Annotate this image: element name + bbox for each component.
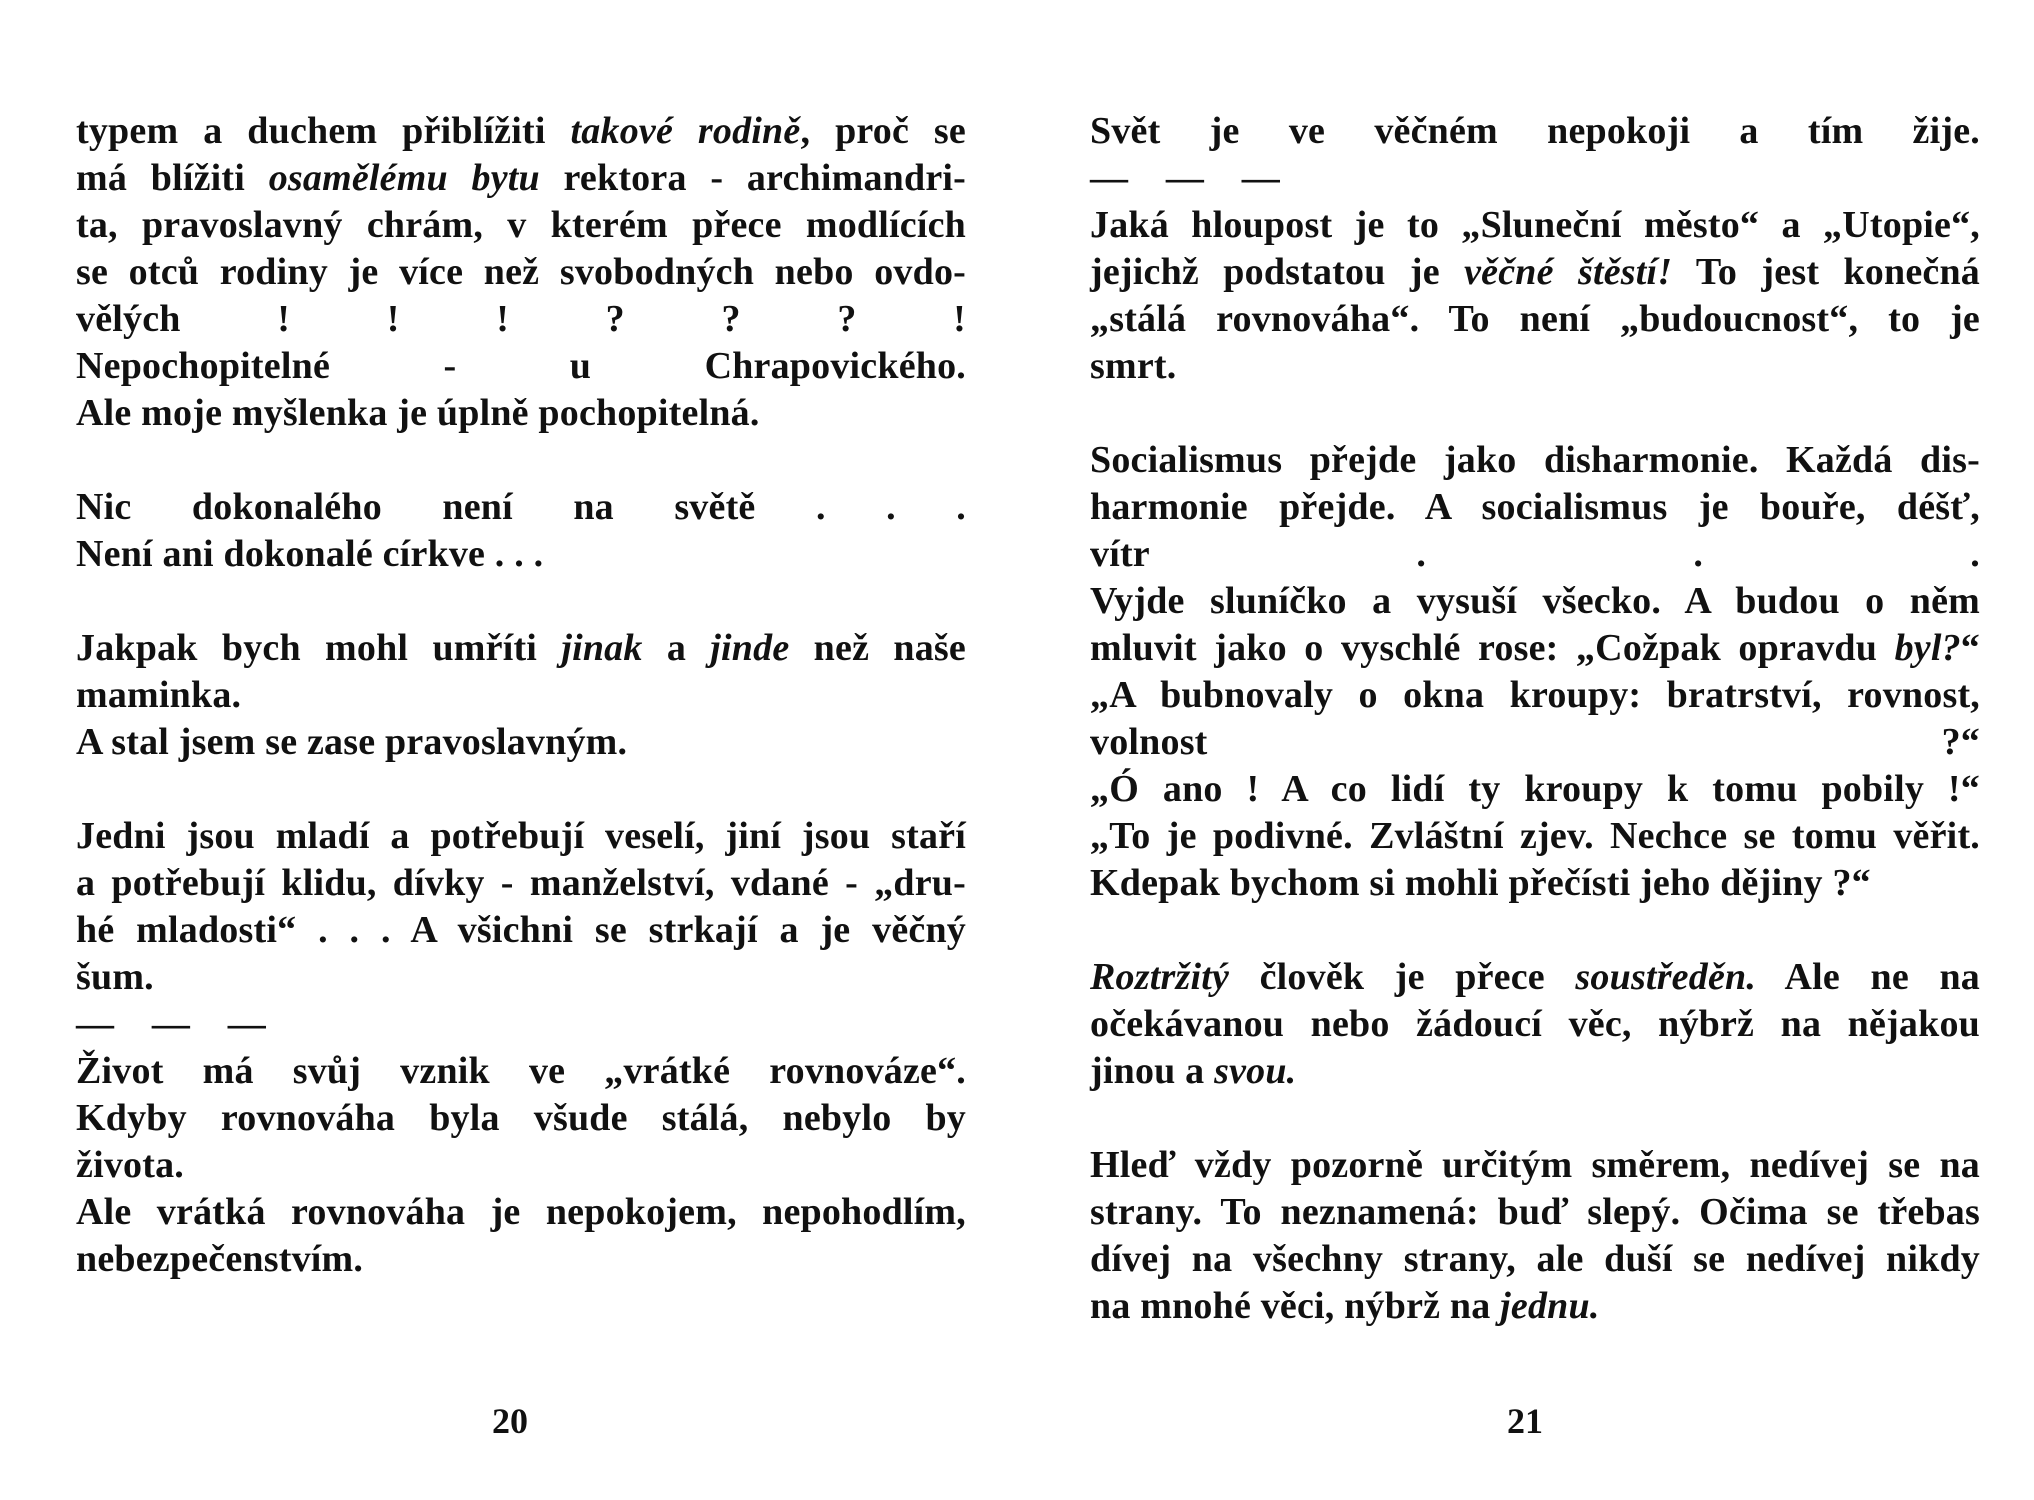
text-segment: mluvit jako o vyschlé rose: „Cožpak opravdu xyxy=(1090,627,1895,669)
text-segment: rektora - archimandri- xyxy=(539,157,966,199)
text-line xyxy=(1090,531,1980,578)
text-segment: Ale vrátká rovnováha je nepokojem, nepohodlím, xyxy=(76,1191,966,1233)
text-segment: Vyjde sluníčko a vysuší všecko. A budou o něm xyxy=(1090,580,1980,622)
italic-text: věčné štěstí! xyxy=(1464,251,1673,293)
text-line xyxy=(76,1236,966,1283)
text-segment: Socialismus přejde jako disharmonie. Každá dis- xyxy=(1090,439,1980,481)
text-segment: typem a duchem přiblížiti xyxy=(76,110,571,152)
text-segment: „A bubnovaly o okna kroupy: bratrství, rovnost, xyxy=(1090,674,1980,716)
text-segment: Jaká hloupost je to „Sluneční město“ a „Utopie“, xyxy=(1090,204,1980,246)
text-segment: šum. xyxy=(76,956,154,998)
text-segment: A stal jsem se zase pravoslavným. xyxy=(76,721,628,763)
italic-text: svou. xyxy=(1214,1050,1297,1092)
text-line xyxy=(76,155,966,202)
text-line xyxy=(1090,860,1980,907)
page-number-left: 20 xyxy=(492,1401,528,1441)
section-separator xyxy=(76,1001,966,1048)
text-segment: smrt. xyxy=(1090,345,1177,387)
text-line xyxy=(76,672,966,719)
text-segment: „To je podivné. Zvláštní zjev. Nechce se tomu věřit. xyxy=(1090,815,1980,857)
text-segment: Ale ne na xyxy=(1756,956,1981,998)
italic-text: soustředěn. xyxy=(1575,956,1757,998)
right-page xyxy=(1017,0,2034,1500)
text-line xyxy=(1090,1001,1980,1048)
text-line xyxy=(76,108,966,155)
text-segment: nebezpečenstvím. xyxy=(76,1238,364,1280)
text-segment: To jest konečná xyxy=(1672,251,1980,293)
text-segment: Ale moje myšlenka je úplně pochopitelná. xyxy=(76,392,760,434)
left-page-text xyxy=(76,108,966,1330)
text-segment: na mnohé věci, nýbrž na xyxy=(1090,1285,1501,1327)
text-line xyxy=(1090,108,1980,155)
italic-text: jednu. xyxy=(1500,1285,1600,1327)
text-segment: Hleď vždy pozorně určitým směrem, nedívej se na xyxy=(1090,1144,1980,1186)
text-line xyxy=(76,625,966,672)
text-segment: života. xyxy=(76,1144,184,1186)
paragraph xyxy=(1090,108,1980,390)
text-line xyxy=(1090,1142,1980,1189)
text-segment: a xyxy=(642,627,711,669)
text-segment: vítr . . . xyxy=(1090,533,1980,575)
italic-text: byl? xyxy=(1894,627,1961,669)
text-line xyxy=(76,907,966,954)
text-segment: Jedni jsou mladí a potřebují veselí, jiní jsou staří xyxy=(76,815,966,857)
text-line xyxy=(1090,672,1980,719)
text-line xyxy=(1090,249,1980,296)
text-segment: volnost ?“ xyxy=(1090,721,1980,763)
text-segment: harmonie přejde. A socialismus je bouře, déšť, xyxy=(1090,486,1980,528)
text-line xyxy=(1090,625,1980,672)
text-line xyxy=(1090,578,1980,625)
text-segment: Není ani dokonalé církve . . . xyxy=(76,533,544,575)
text-segment: Nepochopitelné - u Chrapovického. xyxy=(76,345,966,387)
text-line xyxy=(1090,202,1980,249)
text-segment: “ xyxy=(1960,627,1980,669)
text-line xyxy=(1090,484,1980,531)
text-line xyxy=(76,343,966,390)
text-segment: Svět je ve věčném nepokoji a tím žije. xyxy=(1090,110,1980,152)
text-line xyxy=(76,1048,966,1095)
text-line xyxy=(76,202,966,249)
text-segment: má blížiti xyxy=(76,157,269,199)
text-line xyxy=(76,1095,966,1142)
text-segment: strany. To neznamená: buď slepý. Očima se třebas xyxy=(1090,1191,1980,1233)
page-number-right: 21 xyxy=(1507,1401,1543,1441)
text-line xyxy=(1090,343,1980,390)
text-segment: než naše xyxy=(789,627,966,669)
text-line xyxy=(76,484,966,531)
text-segment: maminka. xyxy=(76,674,242,716)
right-page-text xyxy=(1090,108,1980,1377)
text-line xyxy=(76,249,966,296)
text-segment: Život má svůj vznik ve „vrátké rovnováze“. xyxy=(76,1050,966,1092)
text-segment: — — — xyxy=(76,1003,266,1045)
text-line xyxy=(76,860,966,907)
text-segment: člověk je přece xyxy=(1229,956,1576,998)
text-segment: Jakpak bych mohl umříti xyxy=(76,627,562,669)
italic-text: jinde xyxy=(710,627,790,669)
text-line xyxy=(1090,1048,1980,1095)
text-segment: hé mladosti“ . . . A všichni se strkají a je věčný xyxy=(76,909,966,951)
text-segment: očekávanou nebo žádoucí věc, nýbrž na nějakou xyxy=(1090,1003,1980,1045)
text-line xyxy=(76,954,966,1001)
text-segment: „stálá rovnováha“. To není „budoucnost“, to je xyxy=(1090,298,1980,340)
text-segment: se otců rodiny je více než svobodných nebo ovdo- xyxy=(76,251,966,293)
italic-text: Roztržitý xyxy=(1090,956,1230,998)
text-segment: vělých ! ! ! ? ? ? ! xyxy=(76,298,966,340)
text-line xyxy=(76,296,966,343)
paragraph xyxy=(1090,954,1980,1095)
text-segment: „Ó ano ! A co lidí ty kroupy k tomu pobily !“ xyxy=(1090,768,1980,810)
text-line xyxy=(76,813,966,860)
text-segment: Kdepak bychom si mohli přečísti jeho dějiny ?“ xyxy=(1090,862,1871,904)
text-segment: a potřebují klidu, dívky - manželství, vdané - „dru- xyxy=(76,862,966,904)
text-line xyxy=(1090,1283,1980,1330)
text-line xyxy=(76,390,966,437)
text-line xyxy=(1090,296,1980,343)
text-line xyxy=(1090,766,1980,813)
text-segment: dívej na všechny strany, ale duší se nedívej nikdy xyxy=(1090,1238,1980,1280)
text-line xyxy=(1090,813,1980,860)
text-segment: jejichž podstatou je xyxy=(1090,251,1465,293)
text-line xyxy=(1090,719,1980,766)
text-line xyxy=(76,1189,966,1236)
text-segment: — — — xyxy=(1090,157,1280,199)
italic-text: takové rodině xyxy=(570,110,801,152)
text-line xyxy=(76,1142,966,1189)
text-line xyxy=(1090,954,1980,1001)
text-line xyxy=(1090,1236,1980,1283)
text-segment: , proč se xyxy=(800,110,966,152)
text-segment: ta, pravoslavný chrám, v kterém přece modlících xyxy=(76,204,966,246)
paragraph xyxy=(76,108,966,437)
text-segment: Kdyby rovnováha byla všude stálá, nebylo by xyxy=(76,1097,966,1139)
paragraph xyxy=(76,813,966,1283)
text-line xyxy=(1090,437,1980,484)
paragraph xyxy=(76,625,966,766)
text-segment: jinou a xyxy=(1090,1050,1215,1092)
paragraph xyxy=(1090,1142,1980,1330)
text-line xyxy=(76,531,966,578)
paragraph xyxy=(1090,437,1980,907)
section-separator xyxy=(1090,155,1980,202)
text-line xyxy=(76,719,966,766)
italic-text: osamělému bytu xyxy=(268,157,540,199)
paragraph xyxy=(76,484,966,578)
text-line xyxy=(1090,1189,1980,1236)
text-segment: Nic dokonalého není na světě . . . xyxy=(76,486,966,528)
italic-text: jinak xyxy=(561,627,643,669)
